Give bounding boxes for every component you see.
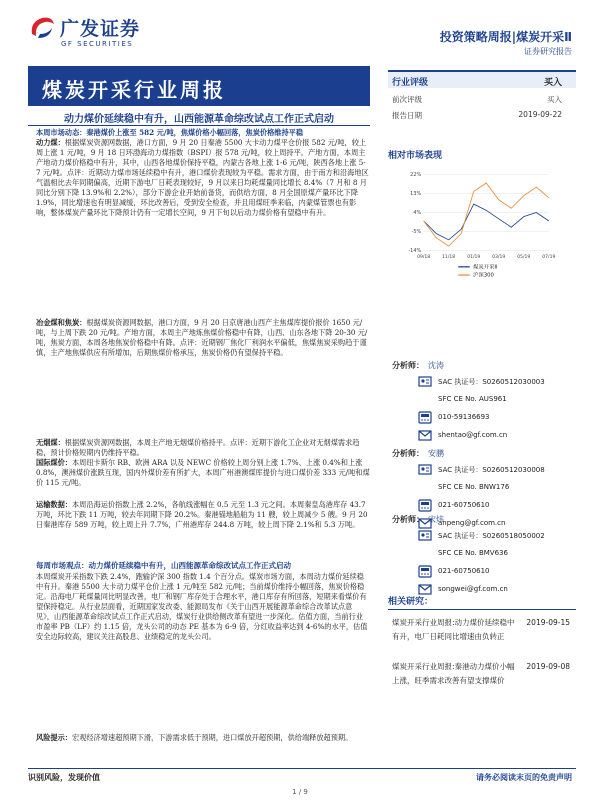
section-coking-coal xyxy=(36,318,370,438)
analyst-sac: SAC 执证号：S0260518050002 xyxy=(418,528,568,546)
related-item-text: 煤炭开采行业周报:动力煤价延续稳中有升，电厂日耗同比增速由负转正 xyxy=(392,618,515,641)
analyst-phone: 021-60750610 xyxy=(418,498,568,516)
footer-divider xyxy=(28,768,576,769)
footer-slogan: 识别风险，发现价值 xyxy=(28,773,100,782)
report-headline: 动力煤价延续稳中有升，山西能源革命综改试点工作正式启动 xyxy=(64,114,334,125)
footer-disclaimer: 请务必阅读末页的免责声明 xyxy=(476,773,572,782)
phone-icon xyxy=(418,411,432,424)
analyst-name: 安鹏 xyxy=(428,449,444,458)
section-transport xyxy=(36,500,370,558)
para-text: 本周煤炭开采指数下跌 2.4%，跑输沪深 300 指数 1.4 个百分点。煤炭市场方面，本周动力煤价延续稳中有升。秦港 5500 大卡动力煤平仓价上涨 1 元/吨至 582 元/吨；当前煤价维持小幅回落，焦炭价格稳定。沿海电厂耗煤量同比明显改善，电厂和钢厂库存处于合理水平，港口库存有所回落，短期来看煤价有望保持稳定。从行业层面看，近期国家发改委、能源局发布《关于山西开展能源革命综合改革试点意见》，山西能源革命综改试点工作正式启动，煤炭行业供给侧改革有望进一步深化。估值方面，当前行业市盈率 PB（LF）约 1.15 倍，龙头公司的动态 PE 基本为 6-9 倍，分红收益率达到 4-6%的水平，估值安全边际较高，建议关注高股息、业绩稳定的龙头公司。 xyxy=(36,572,368,641)
report-type: 投资策略周报|煤炭开采Ⅱ xyxy=(439,30,572,44)
company-logo xyxy=(28,14,158,52)
analyst-email: anpeng@gf.com.cn xyxy=(418,516,568,534)
related-item-text: 煤炭开采行业周报:秦港动力煤价小幅上涨，旺季需求改善有望支撑煤价 xyxy=(392,662,515,685)
phone-icon xyxy=(418,499,432,512)
chart-grid xyxy=(424,175,549,251)
analyst-email: songwei@gf.com.cn xyxy=(418,582,568,600)
related-item-2[interactable] xyxy=(392,660,576,702)
prev-rating-row xyxy=(392,94,572,106)
x-tick-label: 05/19 xyxy=(517,254,531,260)
chart-y-ticks xyxy=(408,172,421,254)
section-anthracite xyxy=(36,438,370,498)
analyst-sfc: SFC CE No. BNW176 xyxy=(438,483,510,491)
para-label: 运输数据： xyxy=(36,500,72,509)
headline-divider xyxy=(28,125,370,126)
logo-text-en: GF SECURITIES xyxy=(61,40,134,48)
report-subtype: 证券研究报告 xyxy=(524,47,572,56)
series-line-1 xyxy=(424,204,549,240)
x-tick-label: 09/18 xyxy=(417,254,431,260)
para-text: 本周纽卡斯尔 RB、欧洲 ARA 以及 NEWC 价格较上周分别上涨 1.7%、上涨 0.4%和上涨 0.8%，澳洲煤价涨跌互现，国内外煤价差有所扩大，本周广州港澳煤库提价与进口煤价差 333 元/吨和煤价 115 元/吨。 xyxy=(36,458,370,487)
y-tick-label: 22% xyxy=(410,172,422,179)
analyst-sfc: SFC CE No. AUS961 xyxy=(438,395,507,403)
analyst-sac: SAC 执证号：S0260512030008 xyxy=(418,462,568,480)
related-item-date: 2019-09-15 xyxy=(526,618,570,627)
report-title-banner xyxy=(28,66,370,106)
page-number: 1 / 9 xyxy=(292,788,308,796)
section-heading: 本周市场动态：秦港煤价上涨至 582 元/吨，焦煤价格小幅回落，焦炭价格维持平稳 xyxy=(36,128,304,137)
chart-series xyxy=(424,183,549,246)
rating-value: 买入 xyxy=(543,78,562,88)
legend-label: 煤炭开采Ⅱ xyxy=(473,264,498,271)
x-tick-label: 01/19 xyxy=(467,254,481,260)
section-market-dynamics xyxy=(36,128,370,316)
id-card-icon xyxy=(418,463,432,476)
chart-legend xyxy=(458,262,497,278)
para-text: 本周沿海运价指数上涨 2.2%，各航线涨幅在 0.5 元至 1.3 元之间。本周秦皇岛港库存 43.7 万吨，环比下跌 11 万吨，较去年同期下降 20.2%。秦港锚地船舶为 11 艘，较上周减少 5 艘。9 月 20 日秦港库存 589 万吨，较上周上升 7.7%，广州港库存 244.8 万吨，较上周下降 2.1%和 5.3 万吨。 xyxy=(36,500,368,529)
related-research-title: 相关研究： xyxy=(388,594,576,610)
y-tick-label: -14% xyxy=(408,248,422,254)
section-weekly-view xyxy=(36,572,370,730)
analyst-label: 分析师： xyxy=(392,449,424,458)
para-text: 根据煤炭资源网数据，本周主产地无烟煤价格持平。点评：近期下游化工企业对无烟煤需求趋稳，预计价格短期内仍维持平稳。 xyxy=(36,438,360,457)
logo-mark-icon xyxy=(28,14,56,40)
logo-text-cn: 广发证券 xyxy=(60,18,141,40)
y-tick-label: -5% xyxy=(411,229,422,236)
related-item-1[interactable] xyxy=(392,616,576,658)
prev-rating-label: 前次评级 xyxy=(392,95,422,104)
rating-box xyxy=(388,70,576,88)
legend-label: 沪深300 xyxy=(473,272,494,279)
analyst-name: 宋炜 xyxy=(428,515,444,524)
para-label: 动力煤： xyxy=(36,138,65,147)
para-text: 根据煤炭资源网数据，港口方面，9 月 20 日秦港 5500 大卡动力煤平仓价报 582 元/吨，较上周上涨 1 元/吨，9 月 18 日环渤海动力煤指数（BSPI）报 578 元/吨，较上周持平。产地方面，本周主产地动力煤价格稳中有升，其中，山西各地煤价保持平稳，内蒙古各地上涨 1-6 元/吨，陕西各地上涨 5-7 元/吨。点评：近期动力煤市场延续稳中有升，港口煤价表现较为平稳。需求方面，由于南方和沿海地区气温相比去年同期偏高，近期下游电厂日耗表现较好，9 月以来日均耗煤量同比增长 8.4%（7 月和 8 月同比分别下降 13.9%和 2.2%），部分下游企业开始前备货，而供给方面，8 月全国原煤产量环比下降 1.9%，同比增速也有明显减缓，环比改善后，受到安全检查，并且用煤旺季来临，内蒙煤管票也有影响，整体煤炭产量环比下降预计仍有一定增长空间，9 月下旬以后动力煤价格有望稳中有升。 xyxy=(36,138,369,217)
analyst-sac: SAC 执证号：S0260512030003 xyxy=(418,374,568,392)
report-date-value: 2019-09-22 xyxy=(518,110,562,119)
x-tick-label: 07/19 xyxy=(542,254,556,260)
relative-performance-chart xyxy=(388,168,568,308)
paragraph-thermal-coal xyxy=(36,138,370,218)
page-header xyxy=(0,0,600,62)
x-tick-label: 11/18 xyxy=(442,254,456,260)
risk-label: 风险提示： xyxy=(36,733,72,742)
analyst-name: 沈涛 xyxy=(428,361,444,370)
para-label: 国际煤价： xyxy=(36,458,72,467)
analyst-phone: 021-60750610 xyxy=(418,564,568,582)
email-icon xyxy=(418,429,432,442)
risk-warning xyxy=(36,733,370,743)
analyst-label: 分析师： xyxy=(392,361,424,370)
report-date-row xyxy=(392,110,572,122)
report-title: 煤炭开采行业周报 xyxy=(42,78,226,102)
para-label: 冶金煤和焦炭： xyxy=(36,318,87,327)
chart-x-ticks xyxy=(417,254,555,260)
weekly-view-heading: 每周市场观点：动力煤价延续稳中有升，山西能源革命综改试点工作正式启动 xyxy=(36,561,291,570)
analyst-sfc: SFC CE No. BMV636 xyxy=(438,549,508,557)
analyst-label: 分析师： xyxy=(392,515,424,524)
para-label: 无烟煤： xyxy=(36,438,65,447)
x-tick-label: 03/19 xyxy=(492,254,506,260)
report-date-label: 报告日期 xyxy=(392,111,422,120)
related-item-date: 2019-09-08 xyxy=(526,662,570,671)
analyst-email: shentao@gf.com.cn xyxy=(418,428,568,446)
y-tick-label: 4% xyxy=(413,210,422,217)
analyst-phone: 010-59136693 xyxy=(418,410,568,428)
rating-title: 行业评级 xyxy=(392,78,429,88)
id-card-icon xyxy=(418,529,432,542)
id-card-icon xyxy=(418,375,432,388)
phone-icon xyxy=(418,565,432,578)
risk-text: 宏观经济增速超预期下滑，下游需求低于预期，进口煤放开超预期，供给端释放超预期。 xyxy=(71,733,353,742)
para-text: 根据煤炭资源网数据，港口方面，9 月 20 日京唐港山西产主焦煤库提价报价 1650 元/吨，与上周下跌 20 元/吨。产地方面，本周主产地炼焦煤价格稳中有降，山西、山东各地下降 20-30 元/吨，焦炭方面，本周各地焦炭价格稳中有降。点评：近期钢厂焦化厂利润水平偏低，焦煤焦炭采购趋于谨慎，主产地焦煤供应有所增加，后期焦煤价格承压，焦炭价格仍有望保持平稳。 xyxy=(36,318,368,357)
prev-rating-value: 买入 xyxy=(547,95,562,104)
market-performance-title: 相对市场表现 xyxy=(388,151,443,161)
y-tick-label: 13% xyxy=(410,191,422,198)
